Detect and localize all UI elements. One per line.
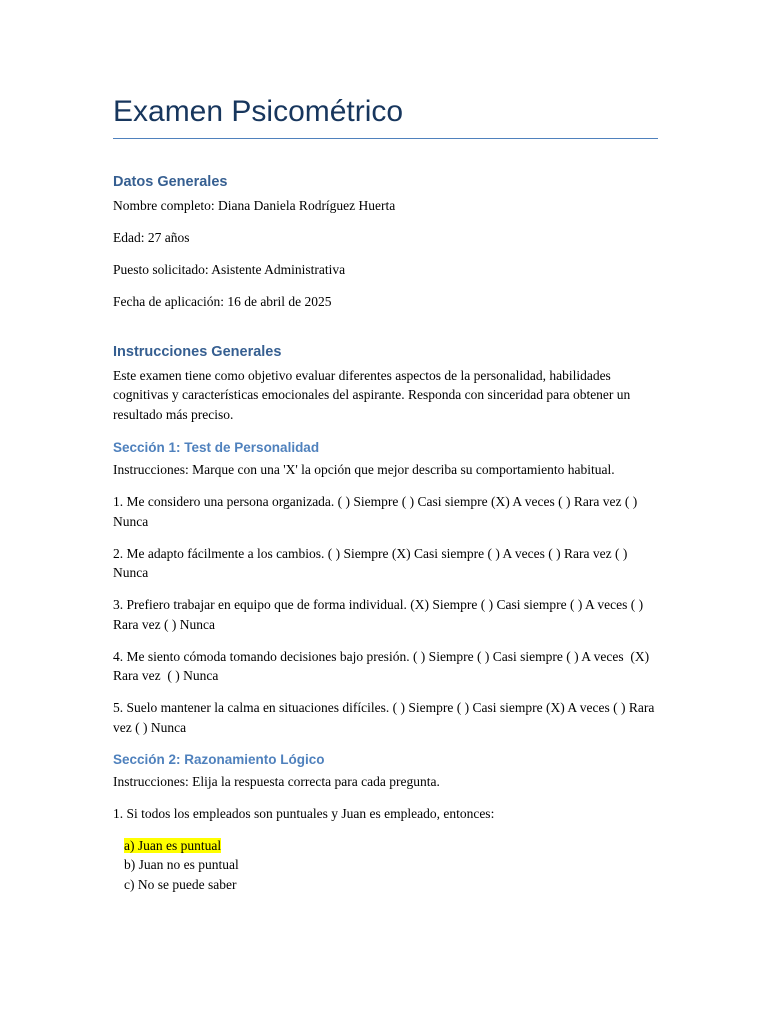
- option-b: b) Juan no es puntual: [124, 857, 239, 872]
- logic-question-1-options: [124, 836, 658, 895]
- personality-item-4: 4. Me siento cómoda tomando decisiones bajo presión. ( ) Siempre ( ) Casi siempre ( ) A veces (X) Rara vez ( ) Nunca: [113, 648, 653, 683]
- heading-seccion-1: Sección 1: Test de Personalidad: [113, 440, 320, 455]
- seccion-1-instructions: Instrucciones: Marque con una 'X' la opción que mejor describa su comportamiento habitual.: [113, 462, 615, 477]
- seccion-2-instructions: Instrucciones: Elija la respuesta correcta para cada pregunta.: [113, 773, 440, 789]
- option-a: [124, 836, 658, 856]
- field-fecha: Fecha de aplicación: 16 de abril de 2025: [113, 294, 332, 309]
- field-puesto: Puesto solicitado: Asistente Administrativa: [113, 262, 346, 277]
- heading-seccion-2: Sección 2: Razonamiento Lógico: [113, 751, 325, 767]
- logic-question-1: 1. Si todos los empleados son puntuales y Juan es empleado, entonces:: [113, 805, 495, 821]
- option-c: c) No se puede saber: [124, 876, 237, 892]
- option-a-highlight: a) Juan es puntual: [124, 837, 222, 853]
- personality-item-5: 5. Suelo mantener la calma en situaciones difíciles. ( ) Siempre ( ) Casi siempre (X) A veces ( ) Rara vez ( ) Nunca: [113, 700, 655, 735]
- document-title: Examen Psicométrico: [113, 92, 658, 139]
- personality-item-1: 1. Me considero una persona organizada. ( ) Siempre ( ) Casi siempre (X) A veces ( ) Rara vez ( ) Nunca: [113, 494, 638, 529]
- document-content: [113, 92, 658, 894]
- instrucciones-generales-text: Este examen tiene como objetivo evaluar diferentes aspectos de la personalidad, habilidades cognitivas y características emocionales del aspirante. Responda con sinceridad para obtener un resultado más preciso.: [113, 367, 631, 422]
- personality-item-2: 2. Me adapto fácilmente a los cambios. ( ) Siempre (X) Casi siempre ( ) A veces ( ) Rara vez ( ) Nunca: [113, 545, 628, 580]
- heading-instrucciones-generales: Instrucciones Generales: [113, 343, 282, 360]
- field-edad: Edad: 27 años: [113, 230, 190, 245]
- heading-datos-generales: Datos Generales: [113, 174, 228, 190]
- personality-item-3: 3. Prefiero trabajar en equipo que de forma individual. (X) Siempre ( ) Casi siempre ( ) A veces ( ) Rara vez ( ) Nunca: [113, 597, 644, 632]
- field-nombre: Nombre completo: Diana Daniela Rodríguez Huerta: [113, 198, 396, 213]
